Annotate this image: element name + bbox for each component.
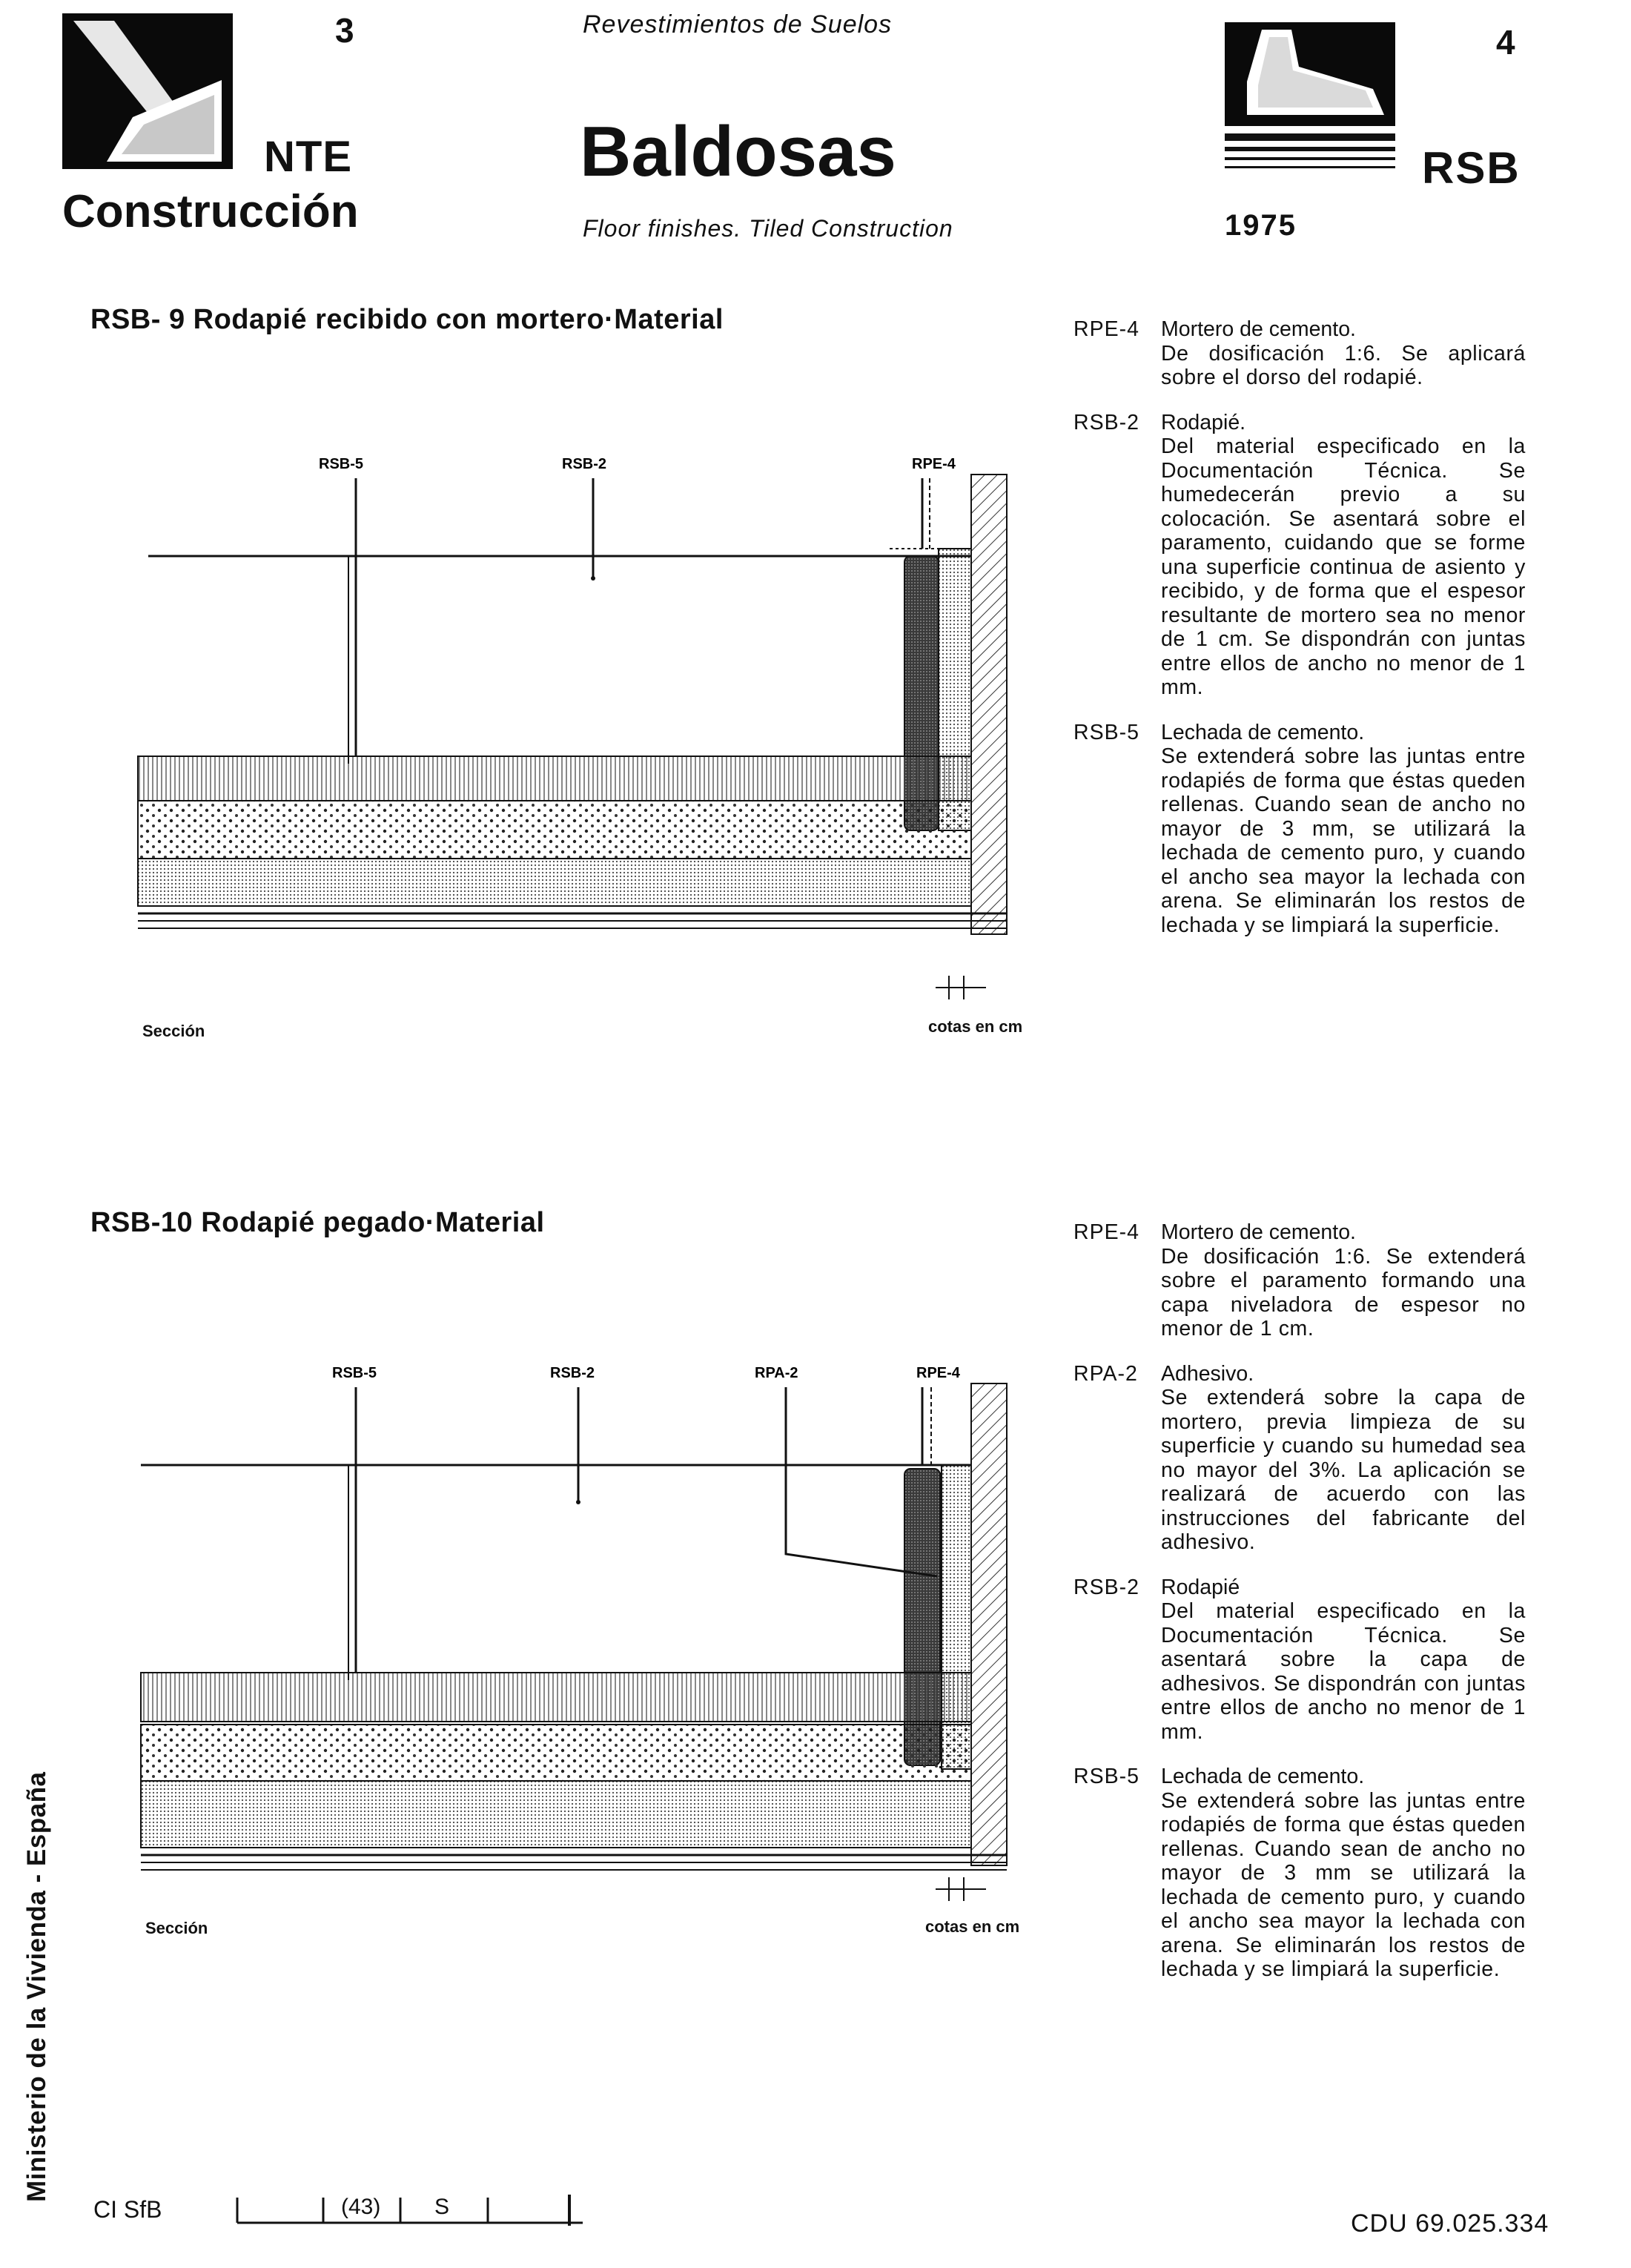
units-label-1: cotas en cm bbox=[928, 1017, 1023, 1036]
section-drawing-rsb9 bbox=[133, 445, 1053, 964]
page-title: Baldosas bbox=[580, 112, 896, 191]
notes-rsb10 bbox=[1073, 1220, 1526, 2003]
callout-rsb-5: RSB-5 bbox=[319, 456, 364, 472]
series-title: Revestimientos de Suelos bbox=[583, 10, 893, 39]
note-text: Se extenderá sobre las juntas entre rodapiés de forma que éstas queden rellenas. Cuando sean de ancho no mayor de 3 mm se utilizará la lechada de cemento puro, y cuando el ancho sea mayor la lechada con arena. Se eliminarán los restos de lechada y se limpiará la superficie. bbox=[1161, 1788, 1526, 1981]
document-code: RSB bbox=[1422, 143, 1521, 193]
note-rsb-5 bbox=[1073, 1765, 1526, 1982]
note-code: RSB-2 bbox=[1073, 1575, 1139, 1599]
callout-rpe-4: RPE-4 bbox=[912, 456, 956, 472]
note-text: De dosificación 1:6. Se aplicará sobre el dorso del rodapié. bbox=[1161, 341, 1526, 389]
note-rsb-2 bbox=[1073, 1576, 1526, 1745]
caption-seccion-1: Sección bbox=[142, 1022, 205, 1040]
nte-trowel-logo bbox=[62, 13, 233, 169]
cisfb-classification-box bbox=[236, 2187, 584, 2227]
cisfb-label: CI SfB bbox=[93, 2196, 162, 2223]
construccion-label: Construcción bbox=[62, 186, 359, 237]
classification-letter: S bbox=[434, 2195, 450, 2219]
classification-code: (43) bbox=[341, 2195, 381, 2219]
section-title-rsb9: RSB- 9 Rodapié recibido con mortero·Material bbox=[90, 304, 724, 335]
callout-rsb-2: RSB-2 bbox=[550, 1365, 595, 1381]
section-title-rsb10: RSB-10 Rodapié pegado·Material bbox=[90, 1207, 545, 1238]
callout-rpa-2: RPA-2 bbox=[755, 1365, 798, 1381]
note-code: RSB-5 bbox=[1073, 720, 1139, 744]
classification-brackets bbox=[236, 2187, 584, 2227]
note-text: Se extenderá sobre la capa de mortero, previa limpieza de su superficie y cuando su humedad sea no mayor del 3%. La aplicación se realizará de acuerdo con las instrucciones del fabricante del adhesivo. bbox=[1161, 1386, 1526, 1554]
note-rpe-4 bbox=[1073, 1220, 1526, 1341]
callout-rsb-5: RSB-5 bbox=[332, 1365, 377, 1381]
note-rsb-2 bbox=[1073, 411, 1526, 700]
note-heading: Rodapié. bbox=[1161, 410, 1246, 434]
note-heading: Lechada de cemento. bbox=[1161, 720, 1365, 744]
nte-label: NTE bbox=[264, 133, 352, 181]
cdu-code: CDU 69.025.334 bbox=[1351, 2209, 1549, 2238]
units-label-2: cotas en cm bbox=[925, 1917, 1020, 1936]
note-code: RPE-4 bbox=[1073, 1220, 1139, 1244]
note-heading: Mortero de cemento. bbox=[1161, 317, 1356, 341]
page-number-right: 4 bbox=[1496, 23, 1515, 62]
note-code: RPA-2 bbox=[1073, 1361, 1138, 1386]
note-rsb-5 bbox=[1073, 721, 1526, 938]
note-heading: Lechada de cemento. bbox=[1161, 1765, 1365, 1788]
note-code: RSB-5 bbox=[1073, 1765, 1139, 1788]
note-text: Del material especificado en la Documentación Técnica. Se humedecerán previo a su colocación. Se asentará sobre el paramento, cuidando que se forme una superficie continua de asiento y recibido, y de forma que el espesor resultante de mortero sea no menor de 1 cm. Se dispondrán con juntas entre ellos de ancho no menor de 1 mm. bbox=[1161, 434, 1526, 699]
callout-rsb-2: RSB-2 bbox=[562, 456, 607, 472]
page-subtitle: Floor finishes. Tiled Construction bbox=[583, 215, 953, 242]
note-text: De dosificación 1:6. Se extenderá sobre el paramento formando una capa niveladora de espesor no menor de 1 cm. bbox=[1161, 1244, 1526, 1340]
note-heading: Rodapié bbox=[1161, 1575, 1240, 1599]
document-year: 1975 bbox=[1225, 209, 1297, 242]
note-code: RPE-4 bbox=[1073, 317, 1139, 341]
ministry-vertical-text: Ministerio de la Vivienda - España bbox=[22, 1771, 51, 2202]
note-rpa-2 bbox=[1073, 1362, 1526, 1555]
page-number-left: 3 bbox=[335, 11, 354, 50]
section-drawing-rsb10 bbox=[133, 1354, 1053, 1932]
notes-rsb9 bbox=[1073, 317, 1526, 958]
rsb-shoe-logo bbox=[1225, 22, 1395, 185]
caption-seccion-2: Sección bbox=[145, 1919, 208, 1937]
note-heading: Adhesivo. bbox=[1161, 1361, 1254, 1386]
note-rpe-4 bbox=[1073, 317, 1526, 390]
note-code: RSB-2 bbox=[1073, 410, 1139, 434]
callout-rpe-4: RPE-4 bbox=[916, 1365, 960, 1381]
note-text: Se extenderá sobre las juntas entre rodapiés de forma que éstas queden rellenas. Cuando sean de ancho no mayor de 3 mm, se utilizará la lechada de cemento puro, y cuando el ancho sea mayor la lechada con arena. Se eliminarán los restos de lechada y se limpiará la superficie. bbox=[1161, 744, 1526, 937]
note-heading: Mortero de cemento. bbox=[1161, 1220, 1356, 1244]
note-text: Del material especificado en la Documentación Técnica. Se asentará sobre la capa de adhesivos. Se dispondrán con juntas entre ellos de ancho no menor de 1 mm. bbox=[1161, 1599, 1526, 1744]
